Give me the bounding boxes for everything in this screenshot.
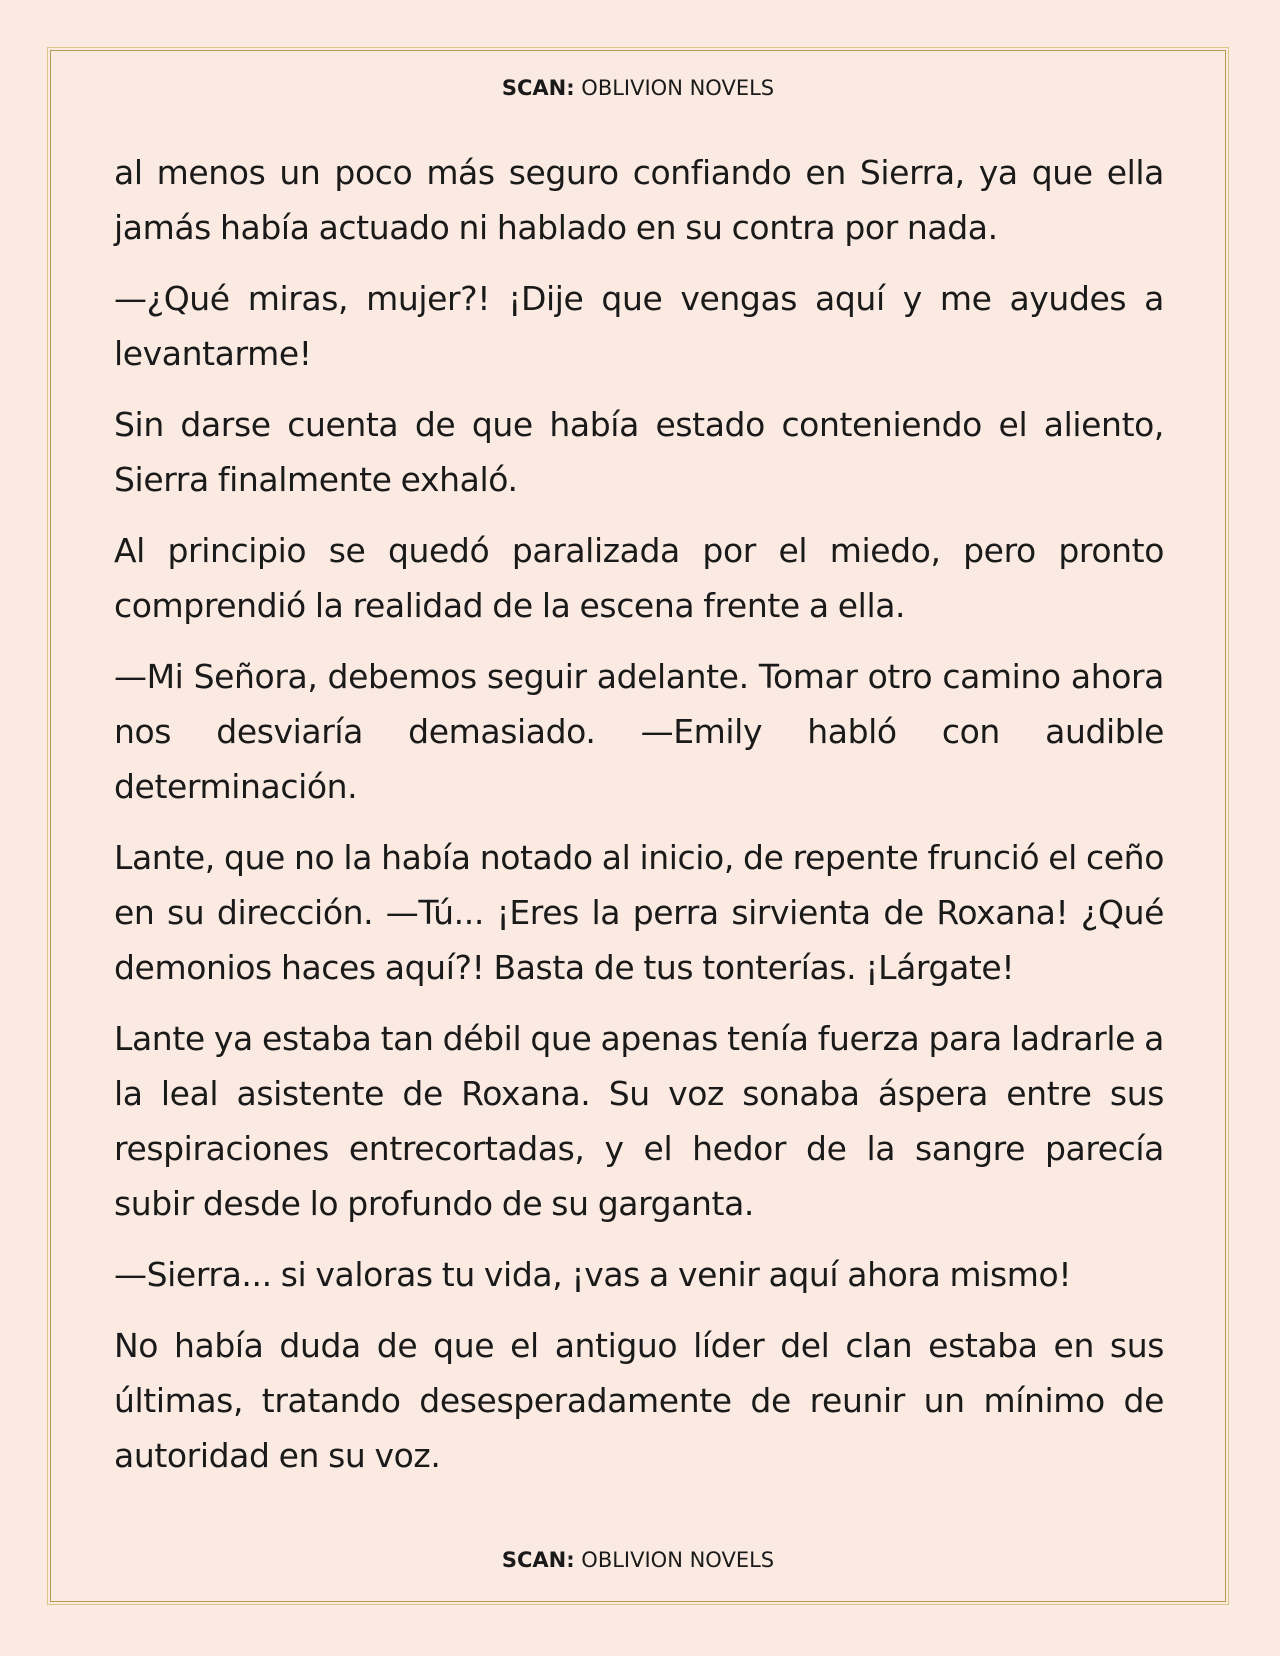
paragraph: —Mi Señora, debemos seguir adelante. Tomar otro camino ahora nos desviaría demasiado. —Emily habló con audible determinación.	[114, 657, 1164, 806]
paragraph: Lante ya estaba tan débil que apenas tenía fuerza para ladrarle a la leal asistente de Roxana. Su voz sonaba áspera entre sus respiraciones entrecortadas, y el hedor de la sangre parecía subir desde lo profundo de su garganta.	[114, 1019, 1164, 1223]
paragraph: Lante, que no la había notado al inicio, de repente frunció el ceño en su dirección. —Tú... ¡Eres la perra sirvienta de Roxana! ¿Qué demonios haces aquí?! Basta de tus tonterías. ¡Lárgate!	[114, 838, 1164, 987]
footer-credit-source: OBLIVION NOVELS	[581, 1548, 775, 1572]
header-credit-source: OBLIVION NOVELS	[581, 76, 775, 100]
footer-credit-label: SCAN:	[501, 1548, 575, 1572]
story-text	[114, 145, 1164, 1499]
header-credit	[51, 76, 1225, 100]
header-credit-label: SCAN:	[501, 76, 575, 100]
page-border	[50, 50, 1226, 1602]
paragraph: No había duda de que el antiguo líder del clan estaba en sus últimas, tratando desesperadamente de reunir un mínimo de autoridad en su voz.	[114, 1326, 1164, 1475]
paragraph: —Sierra... si valoras tu vida, ¡vas a venir aquí ahora mismo!	[114, 1255, 1072, 1294]
paragraph: Al principio se quedó paralizada por el miedo, pero pronto comprendió la realidad de la escena frente a ella.	[114, 531, 1164, 625]
footer-credit	[51, 1548, 1225, 1572]
paragraph: —¿Qué miras, mujer?! ¡Dije que vengas aquí y me ayudes a levantarme!	[114, 279, 1164, 373]
paragraph: al menos un poco más seguro confiando en Sierra, ya que ella jamás había actuado ni hablado en su contra por nada.	[114, 153, 1164, 247]
paragraph: Sin darse cuenta de que había estado conteniendo el aliento, Sierra finalmente exhaló.	[114, 405, 1164, 499]
